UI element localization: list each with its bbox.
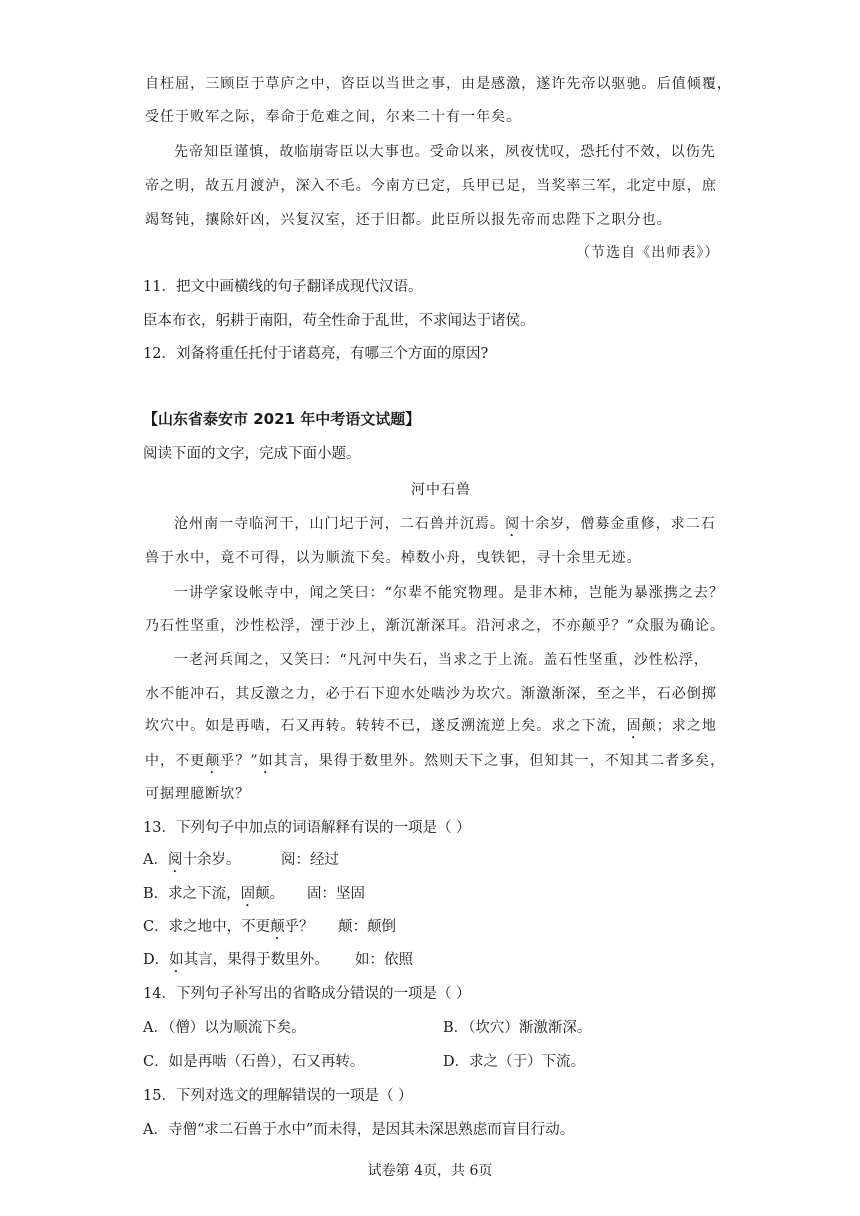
option-text: 其言，果得于数里外。 [183,952,329,968]
question-11-sentence: 臣本布衣，躬耕于南阳，苟全性命于乱世，不求闻达于诸侯。 [143,313,535,329]
question-15: 15．下列对选文的理解错误的一项是（ ） [143,1088,413,1104]
option-text: 十余岁。 [182,852,241,868]
passage1-line-4: 帝之明，故五月渡泸，深入不毛。今南方已定，兵甲已足，当奖率三军，北定中原，庶 [145,178,717,194]
passage1-source: （节选自《出师表》） [576,245,720,261]
passage2-line-4: 乃石性坚重，沙性松浮，湮于沙上，渐沉渐深耳。沿河求之，不亦颠乎？”众服为确论。 [145,618,726,634]
q13-option-d[interactable] [143,950,329,976]
option-text: C．求之地中，不更 [143,919,271,935]
dotted-word: 阅 [167,852,183,868]
q14-option-c[interactable]: C．如是再啮（石兽），石又再转。 [143,1054,365,1070]
passage2-text: 颠；求之地 [641,718,717,734]
dotted-word: 如 [169,952,184,968]
option-text: 乎？ [284,919,314,935]
q14-option-b[interactable]: B．（坎穴）渐激渐深。 [443,1020,592,1036]
passage2-line-7 [145,716,717,742]
question-13: 13．下列句子中加点的词语解释有误的一项是（ ） [143,820,471,836]
section-heading: 【山东省泰安市 2021 年中考语文试题】 [143,410,421,428]
passage-title: 河中石兽 [411,482,472,498]
q15-option-a[interactable]: A．寺僧“求二石兽于水中”而未得，是因其未深思熟虑而盲目行动。 [143,1122,575,1138]
passage2-text: 坎穴中。如是再啮，石又再转。转转不已，遂反溯流逆上矣。求之下流， [145,718,627,734]
q13-option-c[interactable] [143,917,314,943]
q14-option-d[interactable]: D．求之（于）下流。 [443,1054,586,1070]
page-footer: 试卷第 4页，共 6页 [367,1163,493,1179]
section-instruction: 阅读下面的文字，完成下面小题。 [143,446,361,462]
dotted-word: 固 [240,886,256,902]
dotted-word: 如 [258,753,274,769]
passage1-line-5: 竭驽钝，攘除奸凶，兴复汉室，还于旧都。此臣所以报先帝而忠陛下之职分也。 [145,212,672,228]
option-text: B．求之下流， [143,886,241,902]
q13-option-d-gloss: 如：依照 [355,952,413,968]
passage2-line-6: 水不能冲石，其反激之力，必于石下迎水处啮沙为坎穴。渐激渐深，至之半，石必倒掷 [145,686,717,702]
q14-option-a[interactable]: A．（僧）以为顺流下矣。 [143,1020,306,1036]
passage2-line-8 [145,751,725,777]
q13-option-a-gloss: 阅：经过 [281,852,339,868]
passage2-text: 其言，果得于数里外。然则天下之事，但知其一，不知其二者多矣， [273,753,726,769]
dotted-word: 阅 [505,516,521,532]
q13-option-b[interactable] [143,884,284,910]
dotted-word: 颠 [270,919,285,935]
question-11: 11．把文中画横线的句子翻译成现代汉语。 [143,279,423,295]
passage2-line-2: 兽于水中，竟不可得，以为顺流下矣。棹数小舟，曳铁钯，寻十余里无迹。 [145,550,642,566]
passage1-line-3: 先帝知臣谨慎，故临崩寄臣以大事也。受命以来，夙夜忧叹，恐托付不效，以伤先 [174,144,716,160]
question-12: 12．刘备将重任托付于诸葛亮，有哪三个方面的原因? [143,346,489,362]
q13-option-a[interactable] [143,850,240,876]
question-14: 14．下列句子补写出的省略成分错误的一项是（ ） [143,986,471,1002]
passage2-line-9: 可据理臆断欤？ [145,786,251,802]
passage2-text: 十余岁，僧募金重修，求二石 [520,516,716,532]
passage2-text: 乎？” [220,753,259,769]
option-text: A． [143,852,168,868]
passage2-line-1 [174,514,716,540]
option-text: D． [143,952,170,968]
option-text: 颠。 [255,886,285,902]
q13-option-b-gloss: 固：坚固 [307,886,365,902]
q13-option-c-gloss: 颠：颠倒 [338,919,396,935]
passage2-text: 沧州南一寺临河干，山门圮于河，二石兽并沉焉。 [174,516,506,532]
passage2-line-5: 一老河兵闻之，又笑曰：“凡河中失石，当求之于上流。盖石性坚重，沙性松浮， [174,652,709,668]
passage2-text: 中，不更 [145,753,206,769]
dotted-word: 固 [626,718,642,734]
passage1-line-2: 受任于败军之际，奉命于危难之间，尔来二十有一年矣。 [145,109,522,125]
dotted-word: 颠 [205,753,221,769]
passage1-line-1: 自枉屈，三顾臣于草庐之中，咨臣以当世之事，由是感激，遂许先帝以驱驰。后值倾覆， [145,76,732,92]
passage2-line-3: 一讲学家设帐寺中，闻之笑曰：“尔辈不能究物理。是非木柿，岂能为暴涨携之去？ [174,585,725,601]
